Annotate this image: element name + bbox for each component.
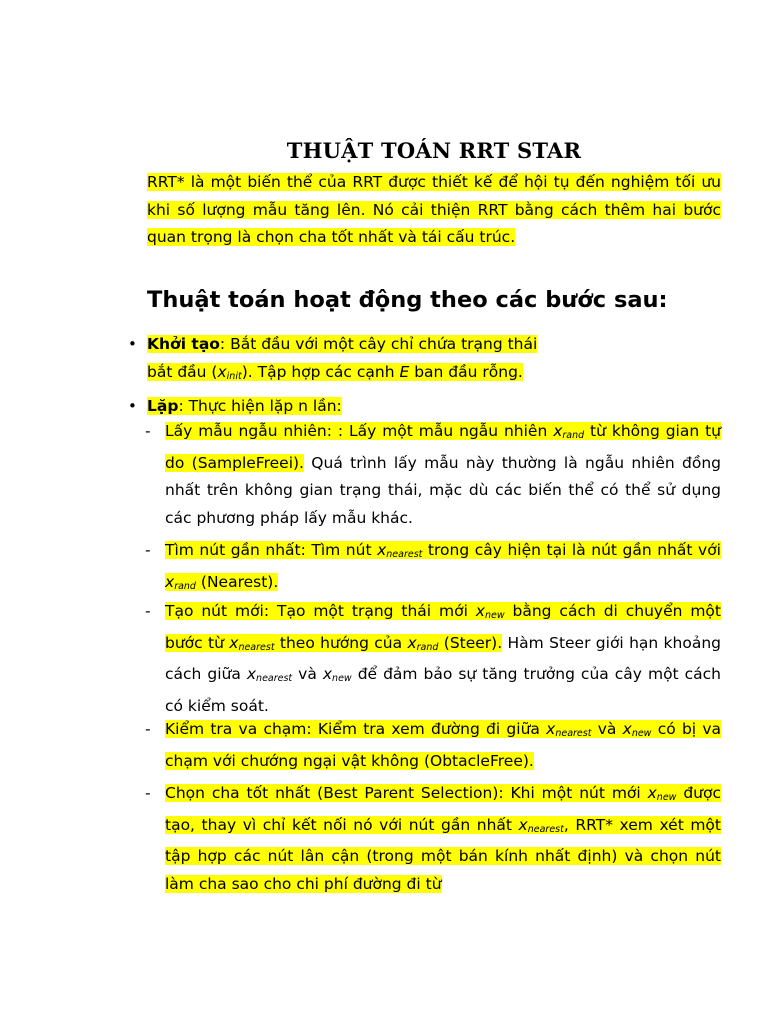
bullet-init — [0, 331, 768, 391]
item-dash: - — [145, 602, 151, 620]
bullet-marker: • — [128, 335, 137, 353]
intro-text: RRT* là một biến thể của RRT được thiết kế để hội tụ đến nghiệm tối ưu khi số lượng mẫu tăng lên. Nó cải thiện RRT bằng cách thêm hai bước quan trọng là chọn cha tốt nhất và tái cấu trúc. — [147, 173, 721, 246]
item-dash: - — [145, 720, 151, 738]
intro-paragraph — [147, 169, 721, 252]
bullet-loop — [0, 393, 768, 421]
bullet-loop-label: Lặp — [147, 397, 179, 415]
item-sampling: Lấy mẫu ngẫu nhiên: : Lấy một mẫu ngẫu nhiên $x_{rand}$ từ không gian tự do (SampleFreei). Quá trình lấy mẫu này thường là ngẫu nhiên đồng nhất trên không gian trạng thái, mặc dù các biến thể có thể sử dụng các phương pháp lấy mẫu khác. — [165, 422, 721, 527]
item-nearest: Tìm nút gần nhất: Tìm nút $x_{nearest}$ trong cây hiện tại là nút gần nhất với $x_{rand}$ (Nearest). — [165, 541, 721, 592]
bullet-init-line2: bắt đầu $(x_{init})$. Tập hợp các cạnh E ban đầu rỗng. — [147, 363, 523, 382]
bullet-marker: • — [128, 397, 137, 415]
steps-heading: Thuật toán hoạt động theo các bước sau: — [147, 287, 668, 313]
bullet-init-label: Khởi tạo — [147, 335, 220, 353]
item-best-parent: Chọn cha tốt nhất (Best Parent Selection): Khi một nút mới $x_{new}$ được tạo, thay vì chỉ kết nối nó với nút gần nhất $x_{nearest}$, RRT* xem xét một tập hợp các nút lân cận (trong một bán kính nhất định) và chọn nút làm cha sao cho chi phí đường đi từ — [165, 784, 721, 893]
item-steer: Tạo nút mới: Tạo một trạng thái mới $x_{new}$ bằng cách di chuyển một bước từ $x_{nearest}$ theo hướng của $x_{rand}$ (Steer). Hàm Steer giới hạn khoảng cách giữa $x_{nearest}$ và $x_{new}$ để đảm bảo sự tăng trưởng của cây một cách có kiểm soát. — [165, 602, 722, 715]
item-collision: Kiểm tra va chạm: Kiểm tra xem đường đi giữa $x_{nearest}$ và $x_{new}$ có bị va chạm với chướng ngại vật không (ObtacleFree). — [165, 720, 722, 770]
item-dash: - — [145, 541, 151, 559]
bullet-init-line1: Khởi tạo: Bắt đầu với một cây chỉ chứa trạng thái — [147, 335, 538, 353]
item-dash: - — [145, 784, 151, 802]
bullet-loop-line: Lặp: Thực hiện lặp n lần: — [147, 397, 342, 415]
item-dash: - — [145, 422, 151, 440]
document-title: THUẬT TOÁN RRT STAR — [286, 138, 582, 163]
